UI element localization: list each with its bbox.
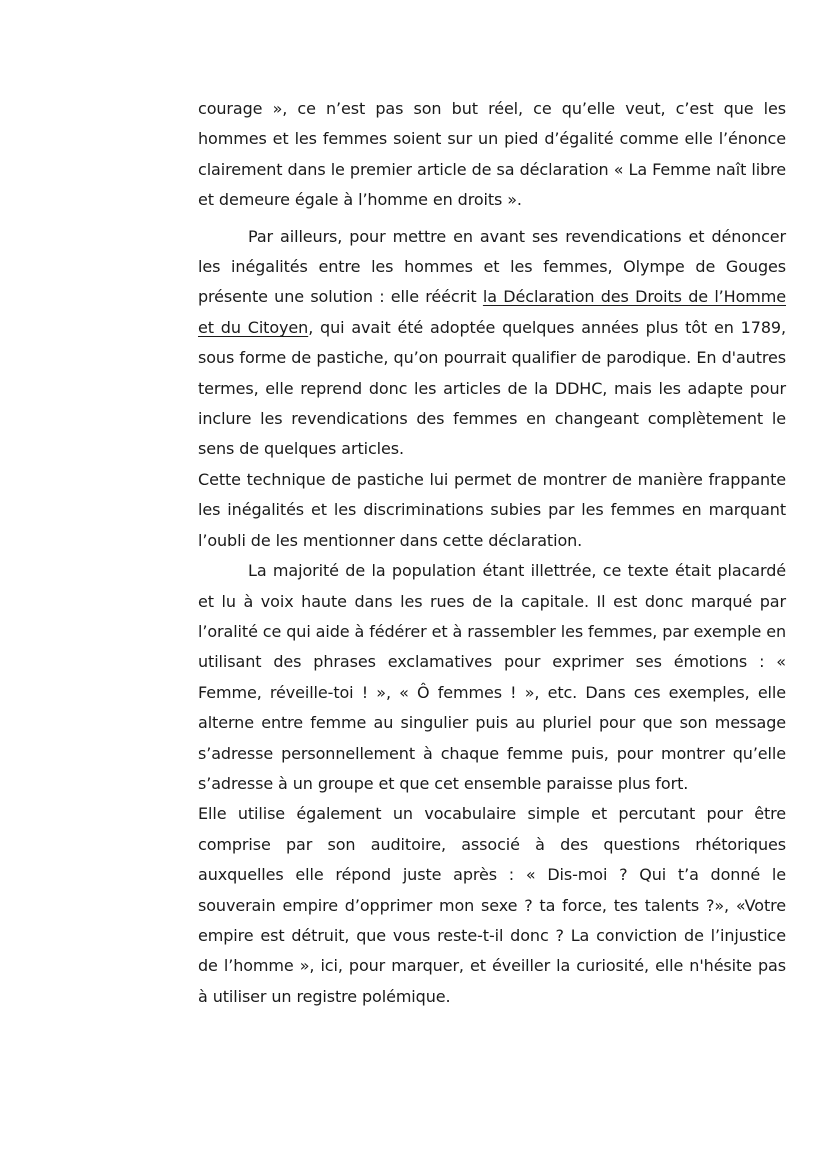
ddhc-link[interactable]: la Déclaration des Droits de l’Homme et du Citoyen bbox=[198, 287, 786, 337]
paragraph-4: La majorité de la population étant illettrée, ce texte était placardé et lu à voix haute dans les rues de la capitale. Il est donc marqué par l’oralité ce qui aide à fédérer et à rassembler les femmes, par exemple en utilisant des phrases exclamatives pour exprimer ses émotions : « Femme, réveille-toi ! », « Ô femmes ! », etc. Dans ces exemples, elle alterne entre femme au singulier puis au pluriel pour que son message s’adresse personnellement à chaque femme puis, pour montrer qu’elle s’adresse à un groupe et que cet ensemble paraisse plus fort. bbox=[198, 561, 786, 793]
document-page bbox=[198, 94, 786, 1012]
paragraph-2-before: Par ailleurs, pour mettre en avant ses revendications et dénoncer les inégalités entre les hommes et les femmes, Olympe de Gouges présente une solution : elle réécrit bbox=[198, 226, 786, 307]
paragraph-2-after: , qui avait été adoptée quelques années plus tôt en 1789, sous forme de pastiche, qu’on pourrait qualifier de parodique. En d'autres termes, elle reprend donc les articles de la DDHC, mais les adapte pour inclure les revendications des femmes en changeant complètement le sens de quelques articles. bbox=[198, 317, 786, 459]
paragraph-5: Elle utilise également un vocabulaire simple et percutant pour être comprise par son auditoire, associé à des questions rhétoriques auxquelles elle répond juste après : « Dis-moi ? Qui t’a donné le souverain empire d’opprimer mon sexe ? ta force, tes talents ?», «Votre empire est détruit, que vous reste-t-il donc ? La conviction de l’injustice de l’homme », ici, pour marquer, et éveiller la curiosité, elle n'hésite pas à utiliser un registre polémique. bbox=[198, 804, 786, 1006]
paragraph-1: courage », ce n’est pas son but réel, ce qu’elle veut, c’est que les hommes et les femmes soient sur un pied d’égalité comme elle l’énonce clairement dans le premier article de sa déclaration « La Femme naît libre et demeure égale à l’homme en droits ». bbox=[198, 99, 786, 210]
paragraph-3: Cette technique de pastiche lui permet de montrer de manière frappante les inégalités et les discriminations subies par les femmes en marquant l’oubli de les mentionner dans cette déclaration. bbox=[198, 469, 786, 550]
paragraph-2 bbox=[198, 222, 786, 465]
